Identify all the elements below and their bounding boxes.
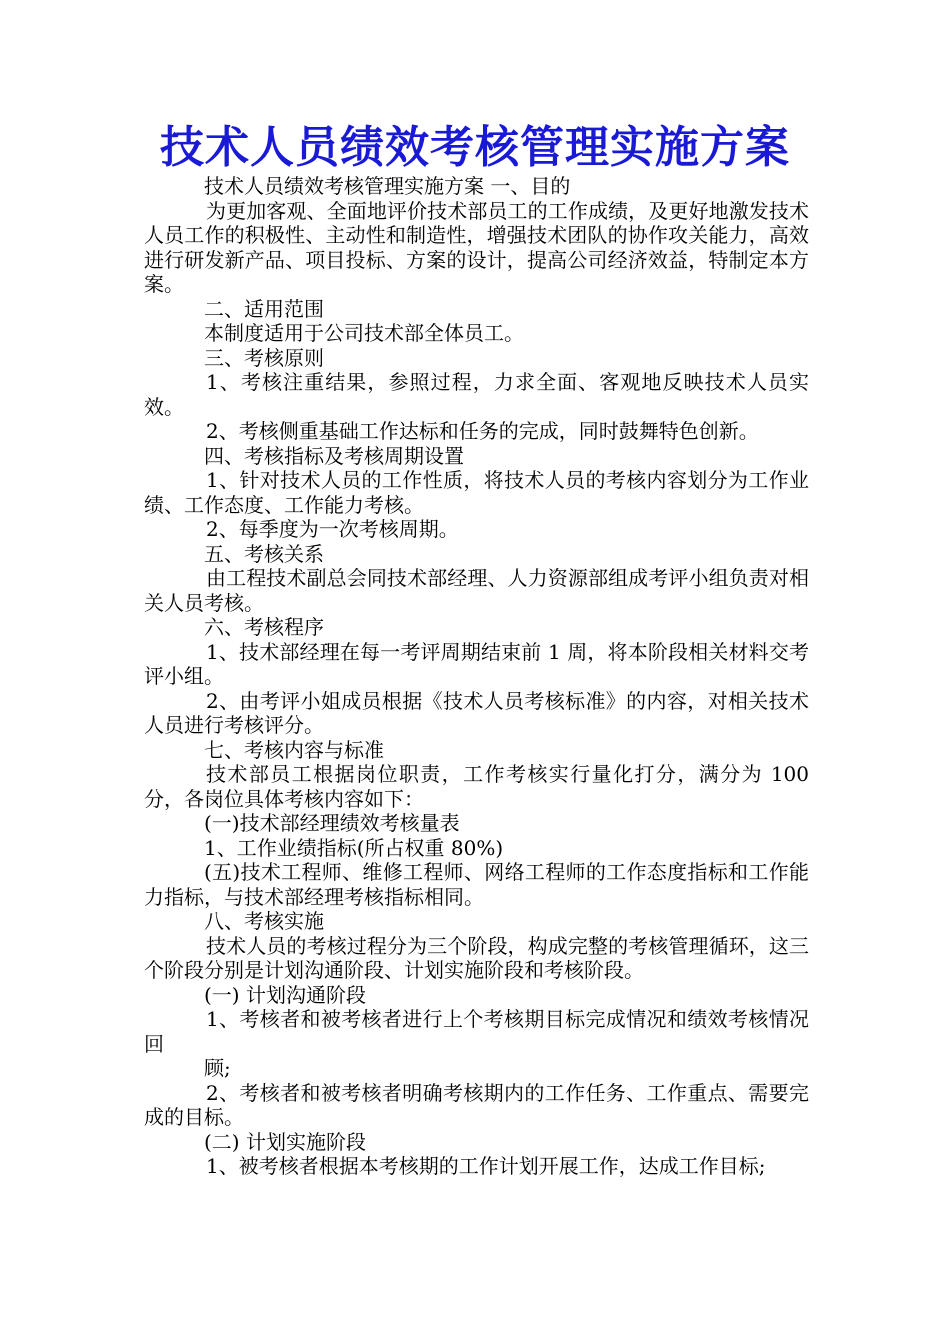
paragraph-principle-2: 2、考核侧重基础工作达标和任务的完成，同时鼓舞特色创新。 — [206, 419, 759, 443]
paragraph-principle-1: 1、考核注重结果，参照过程，力求全面、客观地反映技术人员实效。 — [144, 370, 809, 419]
paragraph-content-standards: 技术部员工根据岗位职责，工作考核实行量化打分，满分为 100 分，各岗位具体考核内容如下： — [144, 762, 809, 811]
paragraph-purpose: 为更加客观、全面地评价技术部员工的工作成绩，及更好地激发技术人员工作的积极性、主动性和制造性，增强技术团队的协作攻关能力，高效进行研发新产品、项目投标、方案的设计，提高公司经济效益，特制定本方案。 — [144, 198, 809, 296]
heading-procedure: 六、考核程序 — [204, 615, 324, 639]
heading-indicators: 四、考核指标及考核周期设置 — [204, 443, 464, 468]
document-title: 技术人员绩效考核管理实施方案 — [160, 122, 790, 173]
document-body — [144, 174, 809, 1179]
paragraph-performance-weight: 1、工作业绩指标(所占权重 80%) — [204, 835, 504, 860]
heading-scope: 二、适用范围 — [204, 296, 324, 321]
heading-principles: 三、考核原则 — [204, 345, 324, 370]
paragraph-scope: 本制度适用于公司技术部全体员工。 — [204, 321, 524, 345]
paragraph-plan-implementation-1: 1、被考核者根据本考核期的工作计划开展工作，达成工作目标; — [206, 1154, 766, 1178]
paragraph-intro-heading: 技术人员绩效考核管理实施方案 一、目的 — [204, 174, 571, 198]
paragraph-communication-2: 2、考核者和被考核者明确考核期内的工作任务、工作重点、需要完成的目标。 — [144, 1080, 809, 1129]
paragraph-engineer-indicators: (五)技术工程师、维修工程师、网络工程师的工作态度指标和工作能力指标，与技术部经理考核指标相同。 — [144, 860, 809, 909]
heading-content-standards: 七、考核内容与标准 — [204, 737, 384, 762]
paragraph-implementation: 技术人员的考核过程分为三个阶段，构成完整的考核管理循环，这三个阶段分别是计划沟通阶段、计划实施阶段和考核阶段。 — [144, 933, 809, 982]
heading-implementation: 八、考核实施 — [204, 909, 324, 933]
paragraph-procedure-1: 1、技术部经理在每一考评周期结束前 1 周，将本阶段相关材料交考评小组。 — [144, 639, 809, 688]
paragraph-indicator-1: 1、针对技术人员的工作性质，将技术人员的考核内容划分为工作业绩、工作态度、工作能力考核。 — [144, 468, 809, 517]
paragraph-communication-1-continued: 顾; — [204, 1056, 231, 1080]
heading-plan-implementation: (二) 计划实施阶段 — [204, 1129, 366, 1154]
paragraph-manager-scale: (一)技术部经理绩效考核量表 — [204, 811, 460, 835]
paragraph-relationship: 由工程技术副总会同技术部经理、人力资源部组成考评小组负责对相关人员考核。 — [144, 566, 809, 615]
paragraph-procedure-2: 2、由考评小姐成员根据《技术人员考核标准》的内容，对相关技术人员进行考核评分。 — [144, 688, 809, 737]
heading-plan-communication: (一) 计划沟通阶段 — [204, 982, 366, 1007]
paragraph-indicator-2: 2、每季度为一次考核周期。 — [206, 517, 459, 541]
paragraph-communication-1: 1、考核者和被考核者进行上个考核期目标完成情况和绩效考核情况回 — [144, 1007, 809, 1056]
heading-relationship: 五、考核关系 — [204, 541, 324, 566]
